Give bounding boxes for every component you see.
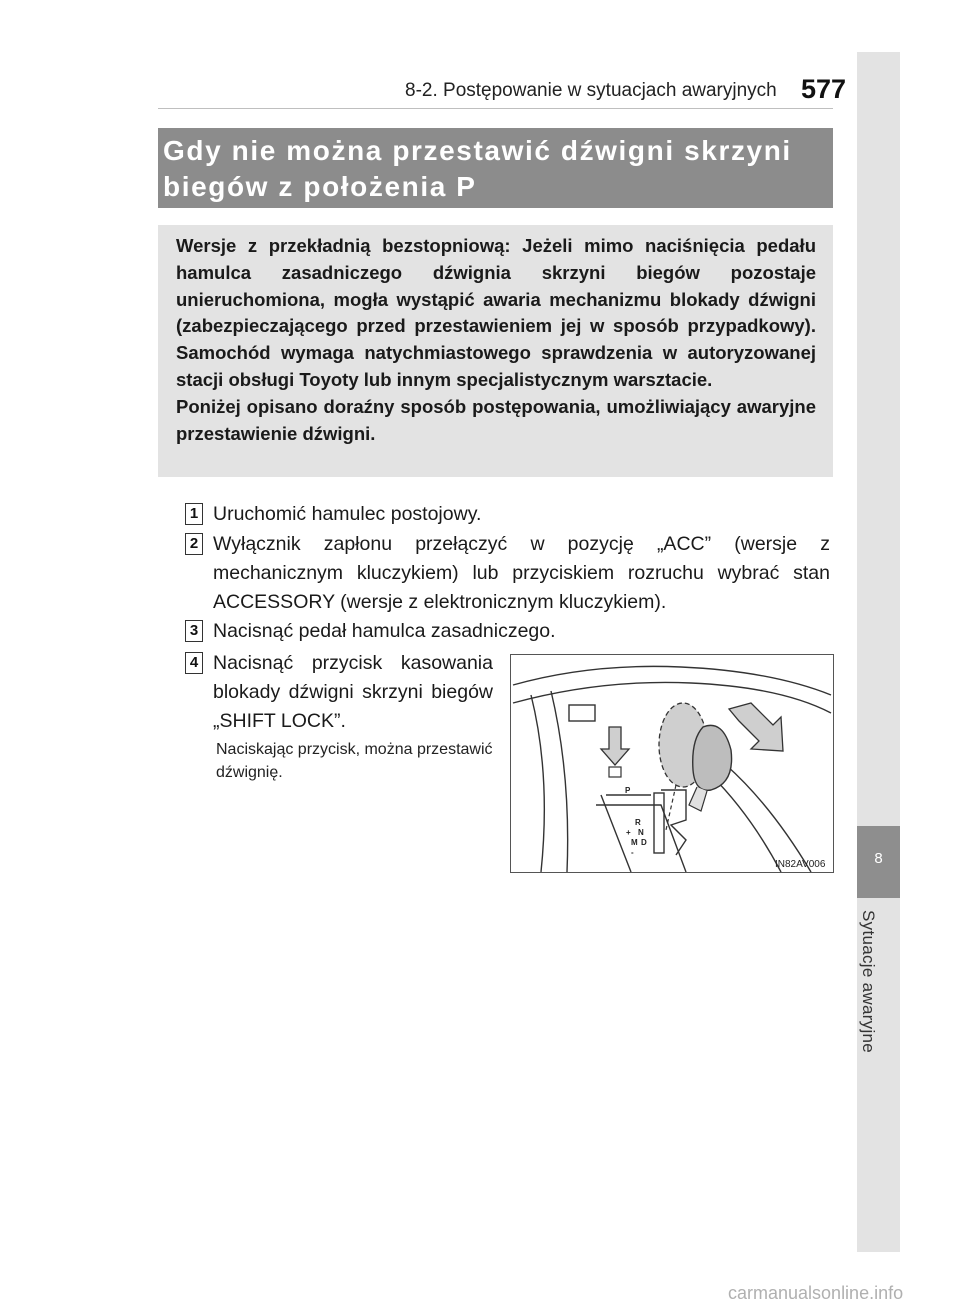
gate-label-d: D: [641, 838, 647, 847]
step-3-text: Nacisnąć pedał hamulca zasadniczego.: [213, 620, 556, 642]
gate-label-minus: -: [631, 848, 634, 857]
step-3-number: 3: [185, 620, 203, 642]
gate-label-m: M: [631, 838, 638, 847]
gate-label-r: R: [635, 818, 641, 827]
watermark: carmanualsonline.info: [728, 1283, 904, 1303]
shift-lock-illustration: [510, 654, 834, 873]
step-4-text: Nacisnąć przycisk kasowania blokady dźwigni skrzyni biegów „SHIFT LOCK”.: [213, 652, 493, 732]
press-arrow: [601, 727, 629, 777]
notice-paragraph-2: Poniżej opisano doraźny sposób postępowania, umożliwiający awaryjne przestawienie dźwigni.: [176, 395, 816, 444]
move-arrow: [729, 703, 783, 751]
notice-text: [176, 233, 816, 447]
chapter-label: Sytuacje awaryjne: [859, 910, 878, 1054]
gate-label-plus: +: [626, 828, 631, 837]
step-1-text: Uruchomić hamulec postojowy.: [213, 503, 482, 525]
step-4-number: 4: [185, 652, 203, 674]
shift-console-drawing: [511, 655, 833, 872]
step-1-number: 1: [185, 503, 203, 525]
step-2-text: Wyłącznik zapłonu przełączyć w pozycję „ACC” (wersje z mechanicznym kluczykiem) lub przyciskiem rozruchu wybrać stan ACCESSORY (wersje z elektronicznym kluczykiem).: [213, 533, 830, 613]
gate-labels: [625, 786, 647, 857]
step-4-note: Naciskając przycisk, można przestawić dźwignię.: [216, 741, 493, 781]
section-title-line-2: biegów z położenia P: [163, 171, 477, 202]
page-number: 577: [801, 74, 847, 104]
chapter-number: 8: [874, 850, 883, 867]
header-divider: [158, 108, 833, 109]
chapter-side-bar: [857, 52, 900, 1252]
running-header: 8-2. Postępowanie w sytuacjach awaryjnych: [405, 80, 777, 101]
section-title: [163, 133, 828, 205]
illustration-code: IN82AV006: [775, 859, 826, 870]
gate-label-n: N: [638, 828, 644, 837]
notice-paragraph-1: Wersje z przekładnią bezstopniową: Jeżeli mimo naciśnięcia pedału hamulca zasadniczego dźwignia skrzyni biegów pozostaje unieruchomiona, mogła wystąpić awaria mechanizmu blokady dźwigni (zabezpieczającego przed przestawieniem jej w sposób przypadkowy). Samochód wymaga natychmiastowego sprawdzenia w autoryzowanej stacji obsługi Toyoty lub innym specjalistycznym warsztacie.: [176, 235, 816, 390]
gate-label-p: P: [625, 786, 631, 795]
section-title-line-1: Gdy nie można przestawić dźwigni skrzyni: [163, 135, 792, 166]
step-2-number: 2: [185, 533, 203, 555]
